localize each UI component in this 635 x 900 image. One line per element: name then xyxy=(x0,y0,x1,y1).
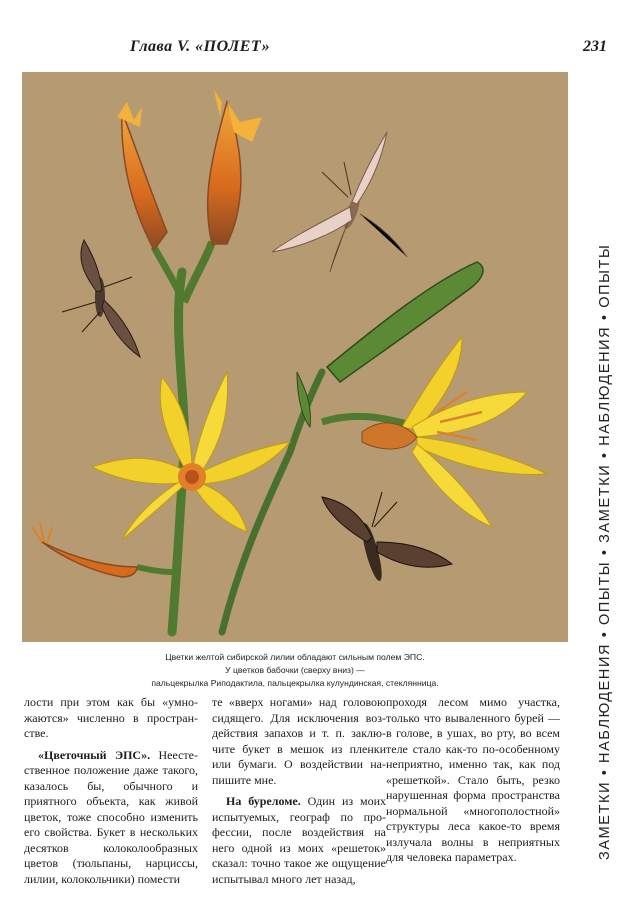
figure-caption xyxy=(22,651,568,690)
caption-line-2: У цветков бабочки (сверху вниз) — xyxy=(225,665,365,675)
col3-paragraph-1: проходя лесом мимо участка, только что вываленного бурей — в голове, в ушах, во рту, во всем теле стало как-то по-особенному неприятно, именно так, как под «решеткой». Стало быть, резко нарушенная форма пространства нормальной «многополостной» структуры леса какое-то время излучала волны в неприятных для человека параметрах. xyxy=(386,695,560,864)
paper-background xyxy=(22,72,568,642)
illustration-plate xyxy=(22,72,568,642)
text-column-1 xyxy=(24,695,198,887)
col2-paragraph-2: На буреломе. Один из моих испытуемых, географ по профессии, после воздействия на него одной из моих «решеток» сказал: точно такое же ощущение испытывал много лет назад, xyxy=(212,794,386,886)
lily-and-moths-illustration xyxy=(22,72,568,642)
col1-paragraph-1: лости при этом как бы «умножаются» численно в пространстве. xyxy=(24,695,198,740)
section-heading-windfall: На буреломе. xyxy=(226,794,301,808)
text-column-3 xyxy=(386,695,560,866)
chapter-header: Глава V. «ПОЛЕТ» xyxy=(130,38,271,55)
caption-line-3: пальцекрылка Риподактила, пальцекрылка кулундинская, стеклянница. xyxy=(151,678,439,688)
side-strip-text: ЗАМЕТКИ • НАБЛЮДЕНИЯ • ОПЫТЫ • ЗАМЕТКИ • НАБЛЮДЕНИЯ • ОПЫТЫ xyxy=(597,243,613,860)
caption-line-1: Цветки желтой сибирской лилии обладают сильным полем ЭПС. xyxy=(165,652,425,662)
col1-paragraph-2: «Цветочный ЭПС». Неестественное положение даже такого, казалось бы, обычного и приятного объекта, как живой цветок, тоже способно изменить его свойства. Букет в нескольких десятков колоколообразных цветов (тюльпаны, нарциссы, лилии, колокольчики) помести xyxy=(24,747,198,886)
page-number: 231 xyxy=(583,38,607,55)
section-heading-flower-eps: «Цветочный ЭПС». xyxy=(38,747,151,762)
text-column-2 xyxy=(212,695,386,887)
col2-paragraph-1: те «вверх ногами» над головою сидящего. Для исключения воздействия запахов и т. п. заключите букет в мешок из пленки или бумаги. О воздействии напишите мне. xyxy=(212,695,386,787)
